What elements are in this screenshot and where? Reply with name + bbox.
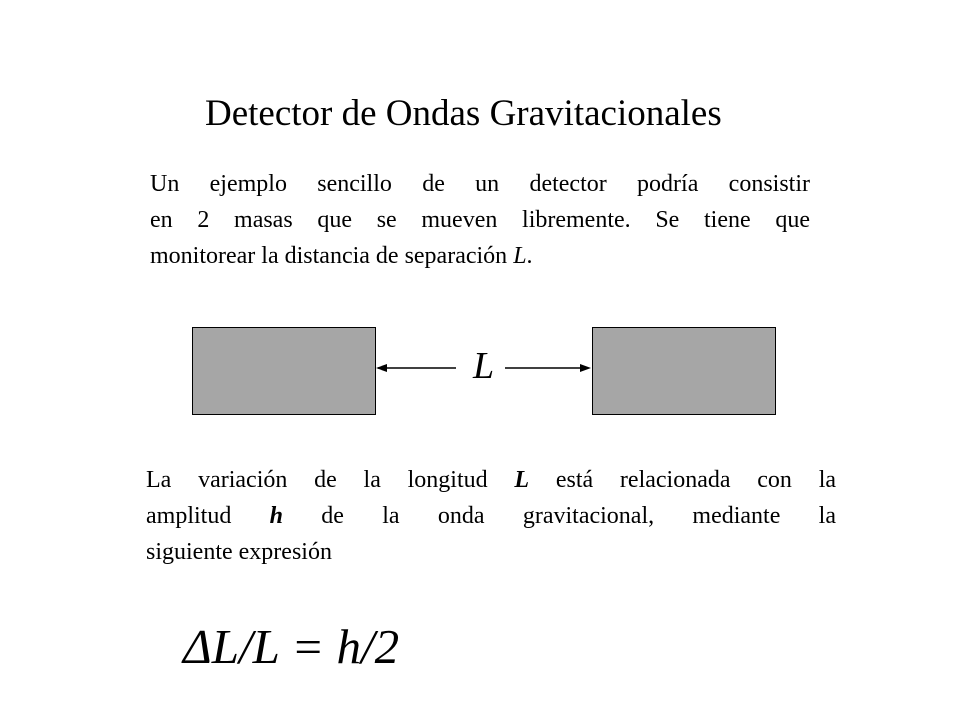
strain-formula: ΔL/L = h/2 [183, 619, 400, 674]
explanation-line-3: siguiente expresión [146, 539, 332, 565]
explanation-variable-h: h [269, 503, 283, 529]
intro-line-3-text: monitorear la distancia de separación [150, 243, 514, 269]
explanation-line-2 [146, 498, 836, 534]
intro-variable-L: L [513, 243, 527, 269]
intro-line-3-period: . [526, 243, 533, 269]
left-mass-block [192, 327, 376, 415]
intro-line-2: en 2 masas que se mueven libremente. Se tiene que [150, 207, 810, 233]
explanation-line-1 [146, 462, 836, 498]
intro-line-1: Un ejemplo sencillo de un detector podría consistir [150, 171, 810, 197]
explanation-variable-L: L [514, 467, 530, 493]
explanation-line-1-start: La variación de la longitud [146, 467, 515, 493]
intro-line-3 [150, 238, 810, 274]
explanation-paragraph [146, 462, 836, 570]
explanation-line-2-end: de la onda gravitacional, mediante la [283, 503, 837, 529]
intro-paragraph [150, 166, 810, 274]
right-arrowhead-icon [580, 364, 591, 372]
slide-title: Detector de Ondas Gravitacionales [205, 93, 722, 134]
left-arrowhead-icon [376, 364, 387, 372]
distance-label: L [473, 345, 495, 387]
explanation-line-2-start: amplitud [146, 503, 270, 529]
right-mass-block [592, 327, 776, 415]
explanation-line-1-end: está relacionada con la [529, 467, 837, 493]
